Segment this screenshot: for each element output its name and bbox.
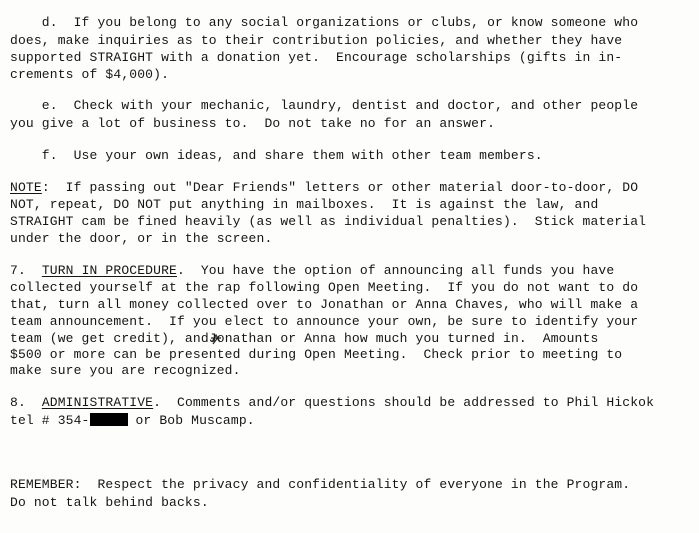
remember-line-2: Do not talk behind backs.: [10, 495, 209, 510]
paragraph-d-line-1: d. If you belong to any social organizations or clubs, or know someone who: [10, 15, 639, 30]
section-8-line-1-text: . Comments and/or questions should be addressed to Phil Hickok: [153, 395, 655, 410]
section-7-line-3: that, turn all money collected over to Jonathan or Anna Chaves, who will make a: [10, 297, 639, 312]
note-line-4: under the door, or in the screen.: [10, 231, 273, 246]
note-line-3: STRAIGHT cam be fined heavily (as well as individual penalties). Stick material: [10, 214, 647, 229]
section-7-line-5: [10, 330, 598, 347]
paragraph-d-line-3: supported STRAIGHT with a donation yet. Encourage scholarships (gifts in in-: [10, 50, 623, 65]
section-7-line-7: make sure you are recognized.: [10, 363, 241, 378]
section-7-line-1: [10, 262, 614, 279]
section-8-number: 8.: [10, 395, 42, 410]
paragraph-d-line-4: crements of $4,000).: [10, 67, 170, 82]
note-line-1: [10, 179, 638, 196]
note-label: NOTE: [10, 180, 42, 195]
note-line-2: NOT, repeat, DO NOT put anything in mailboxes. It is against the law, and: [10, 197, 599, 212]
remember-line-1: REMEMBER: Respect the privacy and confidentiality of everyone in the Program.: [10, 477, 631, 492]
paragraph-f-line-1: f. Use your own ideas, and share them with other team members.: [10, 148, 543, 163]
handwritten-star-icon: [210, 333, 222, 345]
section-7-line-4: team announcement. If you elect to announce your own, be sure to identify your: [10, 314, 639, 329]
section-8-line-2b: or Bob Muscamp.: [127, 413, 255, 428]
section-7-number: 7.: [10, 263, 42, 278]
redaction-bar: [90, 413, 128, 426]
paragraph-e-line-1: e. Check with your mechanic, laundry, dentist and doctor, and other people: [10, 98, 639, 113]
section-8-line-2: [10, 412, 255, 429]
section-7-heading: TURN IN PROCEDURE: [41, 263, 177, 278]
section-8-line-1: [10, 394, 654, 411]
section-7-line-5a: team (we get credit), and: [10, 331, 209, 346]
section-7-line-1-text: . You have the option of announcing all funds you have: [176, 263, 615, 278]
paragraph-d-line-2: does, make inquiries as to their contribution policies, and whether they have: [10, 33, 623, 48]
section-7-line-5b: Jonathan or Anna how much you turned in. Amounts: [208, 331, 599, 346]
section-8-line-2a: tel # 354-: [10, 413, 90, 428]
paragraph-e-line-2: you give a lot of business to. Do not take no for an answer.: [10, 116, 496, 131]
section-8-heading: ADMINISTRATIVE: [41, 395, 154, 410]
section-7-line-6: $500 or more can be presented during Open Meeting. Check prior to meeting to: [10, 347, 623, 362]
section-7-line-2: collected yourself at the rap following Open Meeting. If you do not want to do: [10, 280, 639, 295]
note-line-1-text: : If passing out "Dear Friends" letters or other material door-to-door, DO: [41, 180, 639, 195]
